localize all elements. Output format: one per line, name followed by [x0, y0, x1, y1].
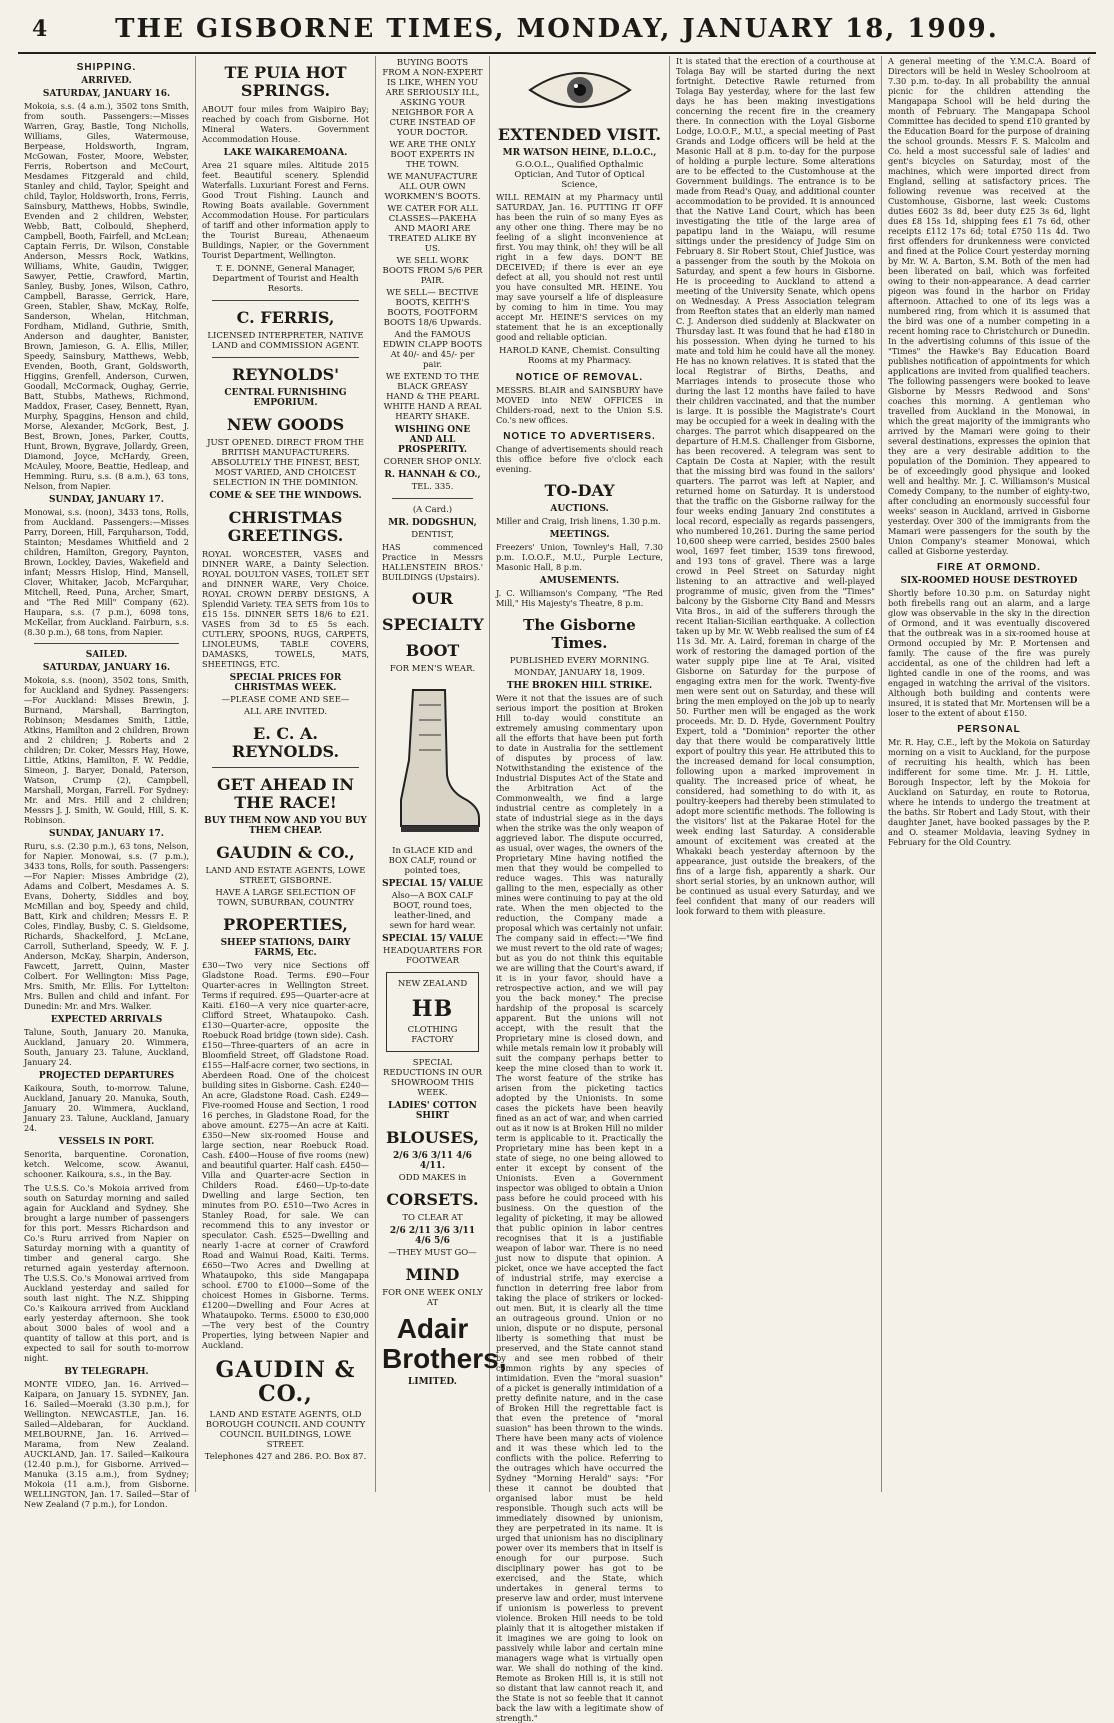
tepuia-text: ABOUT four miles from Waipiro Bay; reached by coach from Gisborne. Hot Mineral Waters. Government Accommodation House. [202, 104, 369, 144]
ferris-text: LICENSED INTERPRETER, NATIVE LAND and COMMISSION AGENT. [207, 331, 364, 351]
column-news-personal [882, 56, 1096, 1492]
advertisers-heading: NOTICE TO ADVERTISERS. [503, 431, 656, 442]
removal-text: MESSRS. BLAIR and SAINSBURY have MOVED into NEW OFFICES in Childers-road, next to the Union S.S. Co.'s new offices. [496, 385, 663, 425]
donne-signature: T. E. DONNE, General Manager, Department of Tourist and Health Resorts. [212, 264, 359, 294]
ferris-title: C. FERRIS, [236, 308, 335, 327]
kane-signature: HAROLD KANE, Chemist. Consulting Rooms at my Pharmacy. [499, 346, 660, 366]
wishing-prosperity: WISHING ONE AND ALL PROSPERITY. [394, 425, 471, 455]
column-local-news [670, 56, 882, 1492]
meetings-heading: MEETINGS. [549, 530, 610, 540]
shipping-news-text: The U.S.S. Co.'s Mokoia arrived from south on Saturday morning and sailed again for Auckland and Sydney. She brought a large number of passengers for this port. Messrs Richardson and Co.'s Ruru arrived from Napier on Saturday morning with a quantity of timber and general cargo. She returned again yesterday afternoon. The U.S.S. Co.'s Monowai arrived from Auckland yesterday and sailed for south last night. The N.Z. Shipping Co.'s Kaikoura arrived from Auckland early yesterday afternoon. She took about 3000 bales of wool and a quantity of tallow at this port, and is expected to sail for south to-morrow night. [24, 1183, 189, 1363]
heine-text: WILL REMAIN at my Pharmacy until SATURDAY, Jan. 16. PUTTING IT OFF has been the ruin of so many Eyes as any other one thing. There may be no feeling of a slight inconvenience at first. You may think, oh! they will be all right in a few days. DON'T BE DECEIVED; if there is ever an eye defect at all, you should not rest until you have consulted MR. HEINE. You may save yourself a life of displeasure by coming to him in time. You may accept Mr. HEINE'S services on my statement that he is an exceptionally good and reliable optician. [496, 192, 663, 342]
auctions-heading: AUCTIONS. [550, 504, 609, 514]
personal-heading: PERSONAL [957, 724, 1021, 735]
special-value-1: SPECIAL 15/ VALUE [382, 879, 483, 889]
specialty-heading: SPECIALTY [382, 615, 484, 634]
box-calf-text: Also—A BOX CALF BOOT, round toes, leather-lined, and sewn for hard wear. [389, 891, 476, 931]
properties-title: PROPERTIES, [223, 915, 348, 934]
column-editorial [490, 56, 670, 1723]
arrived-sat-text: Mokoia, s.s. (4 a.m.), 3502 tons Smith, from south. Passengers:—Misses Warren, Gray, Bastle, Tong Nicholls, Williams, Giles, Watermouse, Berpease, Holdsworth, Ingram, McGowan, Foster, Moore, Webster, Ferris, Robertson and McCourt, Mesdames Fitzgerald and child, Stanley and child, Taylor, Speight and child, Taylor, Holdsworth, Irons, Ferris, Sainsbury, Matthews, Hobbs, Swindle, Evenden and 2 children, Webster, Webb, Batt, Colbould, Shepherd, Campbell, Booth, Fairfell, and McLean; Captain Ferris, Dr. Wilson, Constable Anderson, Messrs Rock, Watkins, Williams, White, Gaudin, Twigger, Sawyer, Pettie, Crawford, Martin, Sanley, Busby, Jones, Wilson, Cathro, Campbell, Barasse, Gerrick, Hare, Green, Stabler, Shaw, McKay, Rolfe, Sanderson, Whelan, Hitchman, Fordham, Midland, Guthrie, Smith, Anderson and daughter, Banister, Brown, Jamieson, G. A. Ellis, Miller, Speedy, Sainsbury, Matthews, Webb, Evenden, Booth, Grant, Goldsworth, Higgins, Grenfell, Anderson, Curwen, Goodall, McCormack, Oughay, Gerrie, Batt, Stubbs, Mathews, Richmond, Maddox, Fraser, Casey, Bennett, Ryan, Murphy, Spaggins, Henson and child, Morse, Alexander, McGork, Best, J. Best, Brown, Jones, Parker, Coutts, Hunt, Brown, Bygrave, Jollardy, Green, Diamond, Joyce, McHardy, Green, McAuley, Moore, Beattie, Hedleap, and Hemming. Ruru, s.s. (8 a.m.), 63 tons, Nelson, from Napier. [24, 101, 189, 491]
please-come: —PLEASE COME AND SEE— [221, 695, 350, 705]
auctions-text: Miller and Craig, Irish linens, 1.30 p.m. [496, 516, 661, 526]
column-shipping [18, 56, 196, 1509]
shipping-heading: SHIPPING. [76, 62, 137, 73]
gaudin-footer: LAND AND ESTATE AGENTS, OLD BOROUGH COUNCIL AND COUNTY COUNCIL BUILDINGS, LOWE STREET. [205, 1410, 366, 1450]
gaudin-name: GAUDIN & CO., [216, 843, 355, 862]
adair-limited: LIMITED. [408, 1377, 457, 1387]
eye-illustration-icon [525, 62, 635, 118]
race-text: BUY THEM NOW AND YOU BUY THEM CHEAP. [204, 816, 367, 836]
gaudin-address: LAND AND ESTATE AGENTS, LOWE STREET, GISBORNE. [205, 866, 366, 886]
dentist-label: DENTIST, [411, 530, 454, 540]
hb-logo-top: NEW ZEALAND [397, 979, 468, 989]
race-title: GET AHEAD IN THE RACE! [216, 775, 355, 812]
divider [392, 498, 473, 499]
special-value-2: SPECIAL 15/ VALUE [382, 934, 483, 944]
divider [212, 357, 359, 358]
reynolds-subtitle: CENTRAL FURNISHING EMPORIUM. [224, 388, 347, 408]
divider [212, 767, 359, 768]
amusements-heading: AMUSEMENTS. [539, 576, 620, 586]
published-line: PUBLISHED EVERY MORNING. [509, 656, 650, 666]
sailed-sat-text: Mokoia, s.s. (noon), 3502 tons, Smith, for Auckland and Sydney. Passengers:—For Auckland: Misses Brewin, J. Burnand, Marshall, Barrington, Robinson; Mesdames Smith, Little, Atkins, Hamilton and 2 children, Brown and 2 children; J. Roberts and 2 children; Dr. Coker, Messrs Hay, Howe, Little, Atkins, Hamilton, F. W. Peddie, Simeon, J. Baryer, Donald, Paterson, Watson, Crump (2), Campbell, Marshall, Morgan, Farrell. For Sydney: Mr. and Mrs. Hill and 2 children; Messrs J. J. Smith, W. Gould, Hill, S. K. Robinson. [24, 675, 189, 825]
newspaper-title: THE GISBORNE TIMES, MONDAY, JANUARY 18, 1909. [115, 14, 999, 44]
meetings-text: Freezers' Union, Townley's Hall, 7.30 p.m. I.O.O.F., M.U., Purple Lecture, Masonic Hall, 8 p.m. [496, 542, 663, 572]
telegraph-heading: BY TELEGRAPH. [64, 1367, 149, 1377]
new-goods-text: JUST OPENED. DIRECT FROM THE BRITISH MANUFACTURERS. ABSOLUTELY THE FINEST, BEST, MOST VARIED, AND CHOICEST SELECTION IN THE DOMINION. [207, 438, 364, 488]
telegraph-text: MONTE VIDEO, Jan. 16. Arrived—Kaipara, on January 15. SYDNEY, Jan. 16. Sailed—Moeraki (3.30 p.m.), for Wellington. NEWCASTLE, Jan. 16. Sailed—Aldebaran, for Auckland. MELBOURNE, Jan. 16. Arrived—Marama, from New Zealand. AUCKLAND, Jan. 17. Sailed—Kaikoura (12.40 p.m.), for Gisborne. Arrived—Manuka (3.15 a.m.), from Sydney; Mokoia (11 a.m.), from Gisborne. WELLINGTON, Jan. 17. Sailed—Star of New Zealand (7 p.m.), for London. [24, 1379, 189, 1509]
dentist-text: HAS commenced Practice in Messrs HALLENSTEIN BROS.' BUILDINGS (Upstairs). [382, 542, 483, 582]
amusements-text: J. C. Williamson's Company, "The Red Mill," His Majesty's Theatre, 8 p.m. [496, 588, 663, 608]
projected-heading: PROJECTED DEPARTURES [38, 1071, 175, 1081]
heine-name: MR WATSON HEINE, D.L.O.C., [502, 148, 657, 158]
projected-text: Kaikoura, South, to-morrow. Talune, Auckland, January 20. Manuka, South, January 20. Wimmera, Auckland, January 23. Talune, Auckland, January 24. [24, 1083, 189, 1133]
all-invited: ALL ARE INVITED. [244, 707, 327, 717]
clapp-text: And the FAMOUS EDWIN CLAPP BOOTS At 40/- and 45/- per pair. [382, 330, 483, 370]
extend-text: WE EXTEND TO THE BLACK GREASY HAND & THE PEARL WHITE HAND A REAL HEARTY SHAKE. [383, 372, 482, 422]
reynolds-title: REYNOLDS' [231, 365, 340, 384]
page-number: 4 [32, 16, 48, 42]
a-card: (A Card.) [412, 505, 453, 515]
expected-heading: EXPECTED ARRIVALS [50, 1015, 163, 1025]
for-mens-wear: FOR MEN'S WEAR. [389, 664, 476, 674]
divider [212, 300, 359, 301]
lake-text: Area 21 square miles. Altitude 2015 feet. Beautiful scenery. Splendid Waterfalls. Luxuriant Forest and Ferns. Good Trout Fishing. Launch and Rowing Boats available. Government Accommodation House. For particulars of tariff and other information apply to the Tourist Bureau, Athenaeum Buildings, Napier, or the Government Tourist Department, Wellington. [202, 160, 369, 260]
gaudin-phone: Telephones 427 and 286. P.O. Box 87. [204, 1452, 367, 1462]
lake-title: LAKE WAIKAREMOANA. [223, 148, 348, 158]
fire-heading: FIRE AT ORMOND. [937, 562, 1041, 573]
arrived-sun-text: Monowai, s.s. (noon), 3433 tons, Rolls, from Auckland. Passengers:—Misses Parry, Doreen, Hill, Farquharson, Todd, Stainton; Mesdames Whitfield and 2 children, Hamilton, Gregory, Paynton, Brown, Lockley, Davies, Wakefield and infant; Messrs Hislop, Hind, Mansell, Clover, Whitaker, Jacob, McFarquhar, Mitchell, Reed, Puna, Archer, Smart, and "The Red Mill" Company (62). Haupara, s.s. (7 p.m.), 6098 tons, McKellar, from Auckland. Fairburn, s.s. (8.30 p.m.), 68 tons, from Napier. [24, 507, 189, 637]
one-week: FOR ONE WEEK ONLY AT [382, 1288, 483, 1308]
sailed-date-sat: SATURDAY, JANUARY 16. [42, 663, 171, 673]
sailed-heading: SAILED. [85, 650, 128, 660]
corsets-heading: CORSETS. [386, 1190, 479, 1209]
arrived-date-sat: SATURDAY, JANUARY 16. [42, 89, 171, 99]
properties-intro: HAVE A LARGE SELECTION OF TOWN, SUBURBAN, COUNTRY [215, 888, 356, 908]
gaudin-big-name: GAUDIN & CO., [215, 1357, 356, 1407]
hb-logo-bottom: CLOTHING FACTORY [407, 1025, 458, 1045]
dateline: MONDAY, JANUARY 18, 1909. [514, 668, 645, 678]
heine-quals: G.O.O.L., Qualified Opthalmic Optician, And Tutor of Optical Science, [514, 160, 645, 190]
strike-heading: THE BROKEN HILL STRIKE. [506, 681, 653, 691]
advertisers-text: Change of advertisements should reach this office before five o'clock each evening. [496, 444, 663, 474]
hb-logo [386, 972, 479, 1052]
hb-logo-letters: HB [411, 996, 454, 1022]
we-sell-text: WE SELL— BECTIVE BOOTS, KEITH'S BOOTS, FOOTFORM BOOTS 18/6 Upwards. [383, 288, 482, 328]
today-heading: TO-DAY [544, 481, 615, 500]
christmas-greetings: CHRISTMAS GREETINGS. [227, 508, 344, 545]
extended-visit: EXTENDED VISIT. [497, 125, 662, 144]
newspaper-columns [18, 56, 1096, 1723]
cater-text: WE CATER FOR ALL CLASSES—PAKEHA AND MAORI ARE TREATED ALIKE BY US. [387, 204, 478, 254]
personal-text: Mr. R. Hay, C.E., left by the Mokoia on Saturday morning on a visit to Auckland, for the purpose of recruiting his health, which has been indifferent for some time. Mr. J. H. Little, Borough Inspector, left by the Mokoia for Auckland on Saturday, en route to Rotorua, where he intends to undergo the treatment at the baths. Sir Robert and Lady Stout, with their daughter Janet, have booked passages by the P. and O. steamer Moldavia, leaving Sydney in February for the Old Country. [888, 737, 1090, 847]
paper-name: The Gisborne Times. [523, 616, 636, 652]
boot-heading: BOOT [405, 641, 460, 660]
reductions-text: SPECIAL REDUCTIONS IN OUR SHOWROOM THIS WEEK. [382, 1058, 483, 1098]
ladies-shirt: LADIES' COTTON SHIRT [388, 1101, 477, 1121]
headquarters: HEADQUARTERS FOR FOOTWEAR [383, 946, 482, 966]
our-heading: OUR [411, 589, 454, 608]
fire-subheading: SIX-ROOMED HOUSE DESTROYED [900, 576, 1078, 586]
manufacture-text: WE MANUFACTURE ALL OUR OWN WORKMEN'S BOOTS. [384, 172, 481, 202]
sailed-date-sun: SUNDAY, JANUARY 17. [49, 829, 164, 839]
masthead [18, 8, 1096, 54]
new-goods-title: NEW GOODS [226, 415, 345, 434]
reynolds-name: E. C. A. REYNOLDS. [231, 724, 340, 761]
arrived-heading: ARRIVED. [81, 76, 132, 86]
sailed-sun-text: Ruru, s.s. (2.30 p.m.), 63 tons, Nelson, for Napier. Monowai, s.s. (7 p.m.), 3433 tons, Rolls, for south. Passengers:—For Napier: Misses Ambridge (2), Adams and Colbert, Mesdames A. S. Evans, Doherty, Siddles and boy, McMillan and boy, Speedy and child, Batt, Kirk and children; Messrs E. P. Coles, Findlay, Busby, C. S. Gieldsome, Richards, Shackelford, J. McLane, Carroll, Sutherland, Speedy, W. F. J. Anderson, McKay, Sharpin, Anderson, Fawcett, Jarrett, Quinn, Master Colbert. For Wellington: Miss Page, Mrs. Smith, Mr. Ellis. For Lyttelton: Mrs. Bullen and child and infant. For Dunedin: Mr. and Mrs. Walker. [24, 841, 189, 1011]
vessels-text: Senorita, barquentine. Coronation, ketch. Welcome, scow. Awanui, schooner. Kaikoura, s.s., in the Bay. [24, 1149, 189, 1179]
special-prices: SPECIAL PRICES FOR CHRISTMAS WEEK. [229, 673, 342, 693]
removal-heading: NOTICE OF REMOVAL. [515, 372, 644, 383]
blouse-prices: 2/6 3/6 3/11 4/6 4/11. [393, 1151, 472, 1171]
tepuia-title: TE PUIA HOT SPRINGS. [224, 63, 347, 100]
corset-prices: 2/6 2/11 3/6 3/11 4/6 5/6 [389, 1226, 476, 1246]
arrived-date-sun: SUNDAY, JANUARY 17. [49, 495, 164, 505]
glace-text: In GLACE KID and BOX CALF, round or pointed toes, [388, 846, 477, 876]
local-news-text: It is stated that the erection of a courthouse at Tolaga Bay will be started during the next fortnight. Detective Rawle returned from Tolaga Bay yesterday, where for the last few days he has been making investigations concerning the recent fire in the creamery there. In connection with the Loyal Gisborne Lodge, I.O.O.F., M.U., a special meeting of Past Grands and Lodge officers will be held at the Masonic Hall at 8 p.m. to-day for the purpose of holding a purple lecture. Some alterations are to be effected to the Customhouse at the Government buildings. The entrance is to be made from Read's Quay, and additional counter accommodation to be provided. It is announced that the Native Land Court, which has been investigating the title of the large area of papatipu land in the Waiapu, will resume sittings under the presidency of Judge Sim on February 8. Sir Robert Stout, Chief Justice, was a passenger from the south by the Mokoia on Saturday, and spent a few hours in Gisborne. He is proceeding to Auckland to attend a meeting of the University Senate, which opens on Wednesday. A Press Association telegram from Reefton states that an elderly man named C. J. Anderson died suddenly at Blackwater on Thursday last. It was found that he had £180 in his possession. When dying he turned to his mate and told him he could have all the money. He has no known relatives. It is stated that the local Registrar of Births, Deaths, and Marriages intends to prosecute those who during the last 12 months have failed to have their children vaccinated, and that the number is large. It is possible the Magistrate's Court may be occupied for a week in dealing with the charges. The parrot which disappeared on the departure of H.M.S. Challenger from Gisborne, has been recovered. A telegram was sent to Captain De Costa at Napier, with the result that the missing bird was found in the sailors' quarters. The parrot was left at Napier, and returned home on Saturday. It is understood that the traffic on the Gisborne railway for the four weeks ending January 2nd constitutes a local record, especially as regards passengers, who numbered 10,261. During the same period 10,600 sheep were carried, besides 2500 bales wool, 1697 feet timber, 1539 tons firewood, and 193 tons of gravel. There was a large crowd in Peel Street on Saturday night listening to an attractive and well-played programme of music, given from the "Times" balcony by the Gisborne City Band and Messrs Vita Bros., in aid of the sufferers through the recent Italian-Sicilian earthquake. A collection taken up by Mr. W. Webb realised the sum of £4 11s 3d. Mr. A. Laird, foreman in charge of the work of restoring the damaged portion of the water supply pipe line at Te Arai, visited Gisborne on Saturday for the purpose of engaging extra men for the work. Twenty-five men were sent out on Saturday, and these will bring the men employed on the job up to nearly 50. Further men will be engaged as the work proceeds. Mr. D. D. Hyde, Government Poultry Expert, told a "Dominion" reporter the other day that there would be comparatively little export of poultry this year. He attributed this to the increased demand for local consumption, following upon a marked improvement in quality. The increased price of wheat, he considered, had something to do with it, as poultry-keepers had thereby been stimulated to adopt more scientific methods. The following is the visitors' list at the Pakarae Hotel for the week ending last Saturday. A considerable amount of excitement was created at the Whakaki beach yesterday afternoon by the appearance, just outside the breakers, of the fins of a large fish, apparently a shark. Our short serial stories, by an unknown author, will be continued as usual every Saturday, and we feel confident that many of our readers will look forward to them with pleasure. [676, 56, 875, 916]
expected-text: Talune, South, January 20. Manuka, Auckland, January 20. Wimmera, South, January 23. Talune, Auckland, January 24. [24, 1027, 189, 1067]
hannah-tel: TEL. 335. [411, 482, 454, 492]
hannah-name: R. HANNAH & CO., [384, 470, 481, 480]
must-go: —THEY MUST GO— [388, 1248, 477, 1258]
adair-brothers: Adair Brothers, [382, 1313, 507, 1374]
boot-illustration-icon [383, 680, 483, 840]
fire-text: Shortly before 10.30 p.m. on Saturday night both firebells rang out an alarm, and a large glow was observable in the sky in the direction of Ormond, and it was eventually discovered that the outbreak was in a six-roomed house at Ormond occupied by Mr. P. Mortensen and family. The cause of the fire was purely accidental, as one of the children had left a lighted candle in one of the rooms, and was engaged in watching the arrival of the visitors. Although both building and contents were insured, it is stated that Mr. Mortensen will be a loser to the extent of about £150. [888, 588, 1090, 718]
vessels-heading: VESSELS IN PORT. [58, 1137, 155, 1147]
mind-heading: MIND [405, 1265, 460, 1284]
odd-makes: ODD MAKES in [398, 1173, 467, 1183]
divider [34, 643, 179, 644]
column-advertisements [196, 56, 376, 1492]
corner-shop: CORNER SHOP ONLY. [383, 457, 482, 467]
only-experts: WE ARE THE ONLY BOOT EXPERTS IN THE TOWN. [389, 140, 476, 170]
strike-text: Were it not that the issues are of such serious import the position at Broken Hill to-day would constitute an extremely amusing commentary upon all the efforts that have been put forth to date in Australia for the settlement of disputes by process of law. Notwithstanding the existence of the Industrial Disputes Act of the State and the Arbitration Act of the Commonwealth, we find a large industrial centre as completely in a state of industrial siege as in the days when the strike was the only weapon of aggrieved labor. The dispute occurred, as usual, over wages, the owners of the Proprietary Mine having notified the men that they would be compelled to reduce wages. This was naturally galling to the men, especially as other mines were continuing to pay at the old rate. When the men objected to the reduction, the Company made a proposal which was certainly not unfair. The company said in effect:—"We find we must revert to the old rate of wages; but as you do not think this equitable we are willing that the Court's award, if it is in your favor, should have a retrospective action, and we will pay you the back money." The precise hardship of the proposal is scarcely apparent. But the unions will not accept, with the result that the Proprietary mine is closed down, and while metals remain low it probably will suit the company perhaps better to keep the mine closed than to work it. The worst feature of the strike has arisen from the picketing tactics adopted by the Unionists. In some cases the pickets have been heavily fined as an act of war, and when carried out as it now is at Broken Hill no milder term is applicable to it. Practically the Proprietary mine has been kept in a state of siege, no one being allowed to enter it except by consent of the Unionists. Even a Government inspector was obliged to obtain a Union pass before he could proceed with his business. On the question of the legality of picketing, it may be allowed that public opinion in labor centres recognises that it is a justifiable weapon of labor war. There is no need just now to dispute that opinion. A picket, once we have accepted the fact of industrial strife, may exercise a function in deterring free labor from taking the place of strikers or locked-out men. But, it is clearly all the time an outrageous ground. Union or no union, dispute or no dispute, personal liberty is something that must be preserved, and the State cannot stand by and see men robbed of their common rights by any species of intimidation. Even the "moral suasion" of a picket is generally intimidation of a pretty definite nature, and in the case of Broken Hill the regrettable fact is that even the pretence of "moral suasion" has been thrown to the winds. There have been many acts of violence and it was these which led to the conflicts with the police. Referring to the outrages which have occurred the Sydney "Morning Herald" says: "For these it cannot be doubted that organised labor must be held responsible. Though such acts will be immediately disowned by unionism, they are perpetrated in its name. It is urged that unionism has no disciplinary power over its members that in itself is enough for our purpose. Such disciplinary power has got to be exercised, and the State, which undertakes in general terms to preserve law and order, must intervene if unionism is powerless to prevent violence. Broken Hill needs to be told plainly that it is altogether mistaken if it imagines we are going to look on passively while labor and certain mine managers wage what is virtually open war. We shall do nothing of the kind. Remote as Broken Hill is, it is still not so distant that law cannot reach it, and the State is not so feeble that it cannot back the law with a legitimate show of strength." [496, 693, 663, 1723]
dodgshun-name: MR. DODGSHUN, [388, 518, 477, 528]
column-boots-ads [376, 56, 507, 1492]
buying-boots-text: BUYING BOOTS FROM A NON-EXPERT IS LIKE, WHEN YOU ARE SERIOUSLY ILL, ASKING YOUR NEIGHBOR FOR A CURE INSTEAD OF YOUR DOCTOR. [382, 58, 483, 138]
blouses-heading: BLOUSES, [386, 1128, 479, 1147]
clear-text: TO CLEAR AT [402, 1213, 463, 1223]
properties-list: £30—Two very nice Sections off Gladstone Road. Terms. £90—Four Quarter-acres in Wellington Street. Terms if required. £95—Quarter-acre at Kaiti. £160—A very nice quarter-acre, Clifford Street, Whataupoko. Cash. £130—Quarter-acre, opposite the Roebuck Road bridge (town side). Cash. £150—Three-quarters of an acre in Bloomfield Street, off Gladstone Road. £155—Half-acre corner, two sections, in Aberdeen Road. One of the choicest building sites in Gisborne. Cash. £240—An acre, Gladstone Road. Cash. £249—Five-roomed House and Section, 1 rood 16 perches, in Gladstone Road, for the above amount. £275—An acre at Kaiti. £350—New six-roomed House and large section, near Roebuck Road. Cash. £400—House of five rooms (new) and beautiful quarter. Half cash. £450—Villa and Quarter-acre Section in Childers Road. £460—Up-to-date Dwelling and large Section, ten minutes from P.O. £510—Two Acres in Stanley Road, for sale. We can recommend this to any investor or speculator. Cash. £525—Dwelling and nearly 1-acre at corner of Crawford Road and Wainui Road, Kaiti. Terms. £650—Two Acres and Dwelling at Whataupoko, this side Mangapapa school. £700 to £1000—Some of the choicest Homes in Gisborne. Terms. £1200—Dwelling and Four Acres at Whataupoko. Terms. £5000 to £30,000—The very best of the Country Properties, lying between Napier and Auckland. [202, 960, 369, 1350]
come-see: COME & SEE THE WINDOWS. [209, 491, 362, 501]
goods-list: ROYAL WORCESTER, VASES and DINNER WARE, a Dainty Selection. ROYAL DOULTON VASES, TOILET SET and DINNER WARE, Very Choice. ROYAL CROWN DERBY DESIGNS, A Splendid Variety. TEA SETS from 10s to £15 15s. DINNER SETS 18/6 to £21. VASES from 3d to £5 5s each. CUTLERY, SPOONS, RUGS, CARPETS, LINOLEUMS, TABLE COVERS, DAMASKS, TOWELS, MATS, SHEETINGS, ETC. [202, 549, 369, 669]
general-news-text: A general meeting of the Y.M.C.A. Board of Directors will be held in Wesley Schoolroom at 7.30 p.m. to-day. In all probability the annual picnic for the children attending the Mangapapa School will be held during the month of February. The Mangapapa School Committee has decided to spend £10 granted by the Education Board for the purpose of draining the school grounds. Messrs F. S. Malcolm and Co. held a most successful sale of ladies' and gent's bicycles on Saturday, most of the machines, which were imported direct from England, selling at satisfactory prices. The following revenue was received at the Customhouse, Gisborne, last week: Customs duties £602 3s 8d, beer duty £25 3s 6d, light dues £8 15s 1d, shipping fees £1 7s 6d, other receipts £112 17s 6d; total £750 11s 4d. Two first offenders for drunkenness were convicted and fined at the Police Court yesterday morning by Mr. W. A. Barton, S.M. Both of the men had been liberated on bail, which was forfeited owing to their non-appearance. A dead carrier pigeon was found in the harbor on Friday afternoon. Attached to one of its legs was a numbered ring, from which it is assumed that the bird was one of a number competing in a recent homing race to Christchurch or Dunedin. In the advertising columns of this issue of the "Times" the Hawke's Bay Education Board publishes notification of appointments for which applications are invited from qualified teachers. The following passengers were booked to leave Gisborne by Messrs Redwood and Sons' coaches this morning. A gentleman who travelled from Auckland in the Monowai, in which the great majority of the immigrants who arrived by the Mamari were going to their several destinations, expresses the opinion that they are a very desirable addition to the population of the Dominion. They appeared to be of exceedingly good physique and looked well and healthy. Mr. J. C. Williamson's Musical Comedy Company, to the number of eighty-two, after concluding an enormously successful four weeks' season in Auckland, arrived in Gisborne yesterday. Over 300 of the immigrants from the Mamari were passengers for the south by the Union Company's steamer Monowai, which called at Gisborne yesterday. [888, 56, 1091, 556]
work-boots-text: WE SELL WORK BOOTS FROM 5/6 PER PAIR. [382, 256, 483, 286]
properties-subtitle: SHEEP STATIONS, DAIRY FARMS, Etc. [220, 938, 351, 958]
